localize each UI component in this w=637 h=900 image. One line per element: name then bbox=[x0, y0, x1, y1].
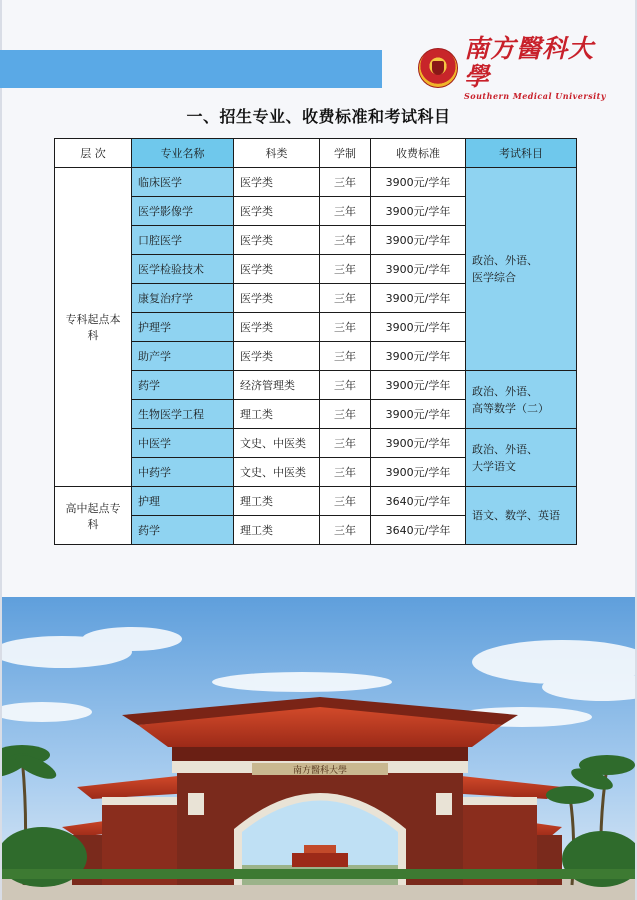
category-cell: 文史、中医类 bbox=[234, 458, 320, 487]
fee-cell: 3900元/学年 bbox=[371, 284, 466, 313]
duration-cell: 三年 bbox=[320, 429, 371, 458]
header-category: 科类 bbox=[234, 139, 320, 168]
major-cell: 中药学 bbox=[132, 458, 234, 487]
category-cell: 医学类 bbox=[234, 284, 320, 313]
category-cell: 医学类 bbox=[234, 168, 320, 197]
major-cell: 生物医学工程 bbox=[132, 400, 234, 429]
subjects-cell: 政治、外语、 大学语文 bbox=[466, 429, 577, 487]
category-cell: 经济管理类 bbox=[234, 371, 320, 400]
duration-cell: 三年 bbox=[320, 226, 371, 255]
duration-cell: 三年 bbox=[320, 487, 371, 516]
category-cell: 医学类 bbox=[234, 255, 320, 284]
logo-name-cn: 南方醫科大學 bbox=[464, 34, 595, 91]
header-level: 层 次 bbox=[55, 139, 132, 168]
category-cell: 医学类 bbox=[234, 313, 320, 342]
header-subjects: 考试科目 bbox=[466, 139, 577, 168]
level-cell: 高中起点专科 bbox=[55, 487, 132, 545]
subjects-cell: 政治、外语、 医学综合 bbox=[466, 168, 577, 371]
section-title: 一、招生专业、收费标准和考试科目 bbox=[186, 107, 451, 126]
fee-cell: 3900元/学年 bbox=[371, 313, 466, 342]
header-major: 专业名称 bbox=[132, 139, 234, 168]
fee-cell: 3900元/学年 bbox=[371, 400, 466, 429]
main-gate bbox=[122, 697, 518, 885]
category-cell: 医学类 bbox=[234, 342, 320, 371]
subjects-cell: 语文、数学、英语 bbox=[466, 487, 577, 545]
duration-cell: 三年 bbox=[320, 255, 371, 284]
header-banner bbox=[0, 50, 382, 88]
university-logo bbox=[418, 34, 618, 101]
level-cell: 专科起点本科 bbox=[55, 168, 132, 487]
fee-cell: 3640元/学年 bbox=[371, 487, 466, 516]
major-cell: 中医学 bbox=[132, 429, 234, 458]
major-cell: 医学影像学 bbox=[132, 197, 234, 226]
university-emblem-icon bbox=[418, 48, 458, 88]
admissions-table bbox=[54, 138, 577, 545]
table-row bbox=[55, 168, 577, 197]
fee-cell: 3900元/学年 bbox=[371, 342, 466, 371]
fee-cell: 3900元/学年 bbox=[371, 168, 466, 197]
table-row bbox=[55, 371, 577, 400]
duration-cell: 三年 bbox=[320, 371, 371, 400]
fee-cell: 3640元/学年 bbox=[371, 516, 466, 545]
category-cell: 医学类 bbox=[234, 197, 320, 226]
gate-plaque-text: 南方醫科大學 bbox=[292, 766, 348, 776]
category-cell: 文史、中医类 bbox=[234, 429, 320, 458]
major-cell: 护理 bbox=[132, 487, 234, 516]
duration-cell: 三年 bbox=[320, 458, 371, 487]
logo-name-en: Southern Medical University bbox=[464, 91, 606, 101]
campus-gate-illustration bbox=[2, 597, 635, 900]
fee-cell: 3900元/学年 bbox=[371, 458, 466, 487]
fee-cell: 3900元/学年 bbox=[371, 371, 466, 400]
table-header-row bbox=[55, 139, 577, 168]
duration-cell: 三年 bbox=[320, 284, 371, 313]
duration-cell: 三年 bbox=[320, 197, 371, 226]
major-cell: 药学 bbox=[132, 516, 234, 545]
fee-cell: 3900元/学年 bbox=[371, 226, 466, 255]
category-cell: 医学类 bbox=[234, 226, 320, 255]
major-cell: 助产学 bbox=[132, 342, 234, 371]
header-fee: 收费标准 bbox=[371, 139, 466, 168]
major-cell: 医学检验技术 bbox=[132, 255, 234, 284]
campus-gate-photo bbox=[2, 597, 635, 900]
category-cell: 理工类 bbox=[234, 516, 320, 545]
header-duration: 学制 bbox=[320, 139, 371, 168]
fee-cell: 3900元/学年 bbox=[371, 197, 466, 226]
duration-cell: 三年 bbox=[320, 342, 371, 371]
category-cell: 理工类 bbox=[234, 487, 320, 516]
major-cell: 护理学 bbox=[132, 313, 234, 342]
subjects-cell: 政治、外语、 高等数学（二） bbox=[466, 371, 577, 429]
duration-cell: 三年 bbox=[320, 400, 371, 429]
table-row bbox=[55, 487, 577, 516]
major-cell: 临床医学 bbox=[132, 168, 234, 197]
duration-cell: 三年 bbox=[320, 168, 371, 197]
table-row bbox=[55, 429, 577, 458]
fee-cell: 3900元/学年 bbox=[371, 429, 466, 458]
duration-cell: 三年 bbox=[320, 516, 371, 545]
duration-cell: 三年 bbox=[320, 313, 371, 342]
category-cell: 理工类 bbox=[234, 400, 320, 429]
major-cell: 康复治疗学 bbox=[132, 284, 234, 313]
major-cell: 药学 bbox=[132, 371, 234, 400]
fee-cell: 3900元/学年 bbox=[371, 255, 466, 284]
major-cell: 口腔医学 bbox=[132, 226, 234, 255]
